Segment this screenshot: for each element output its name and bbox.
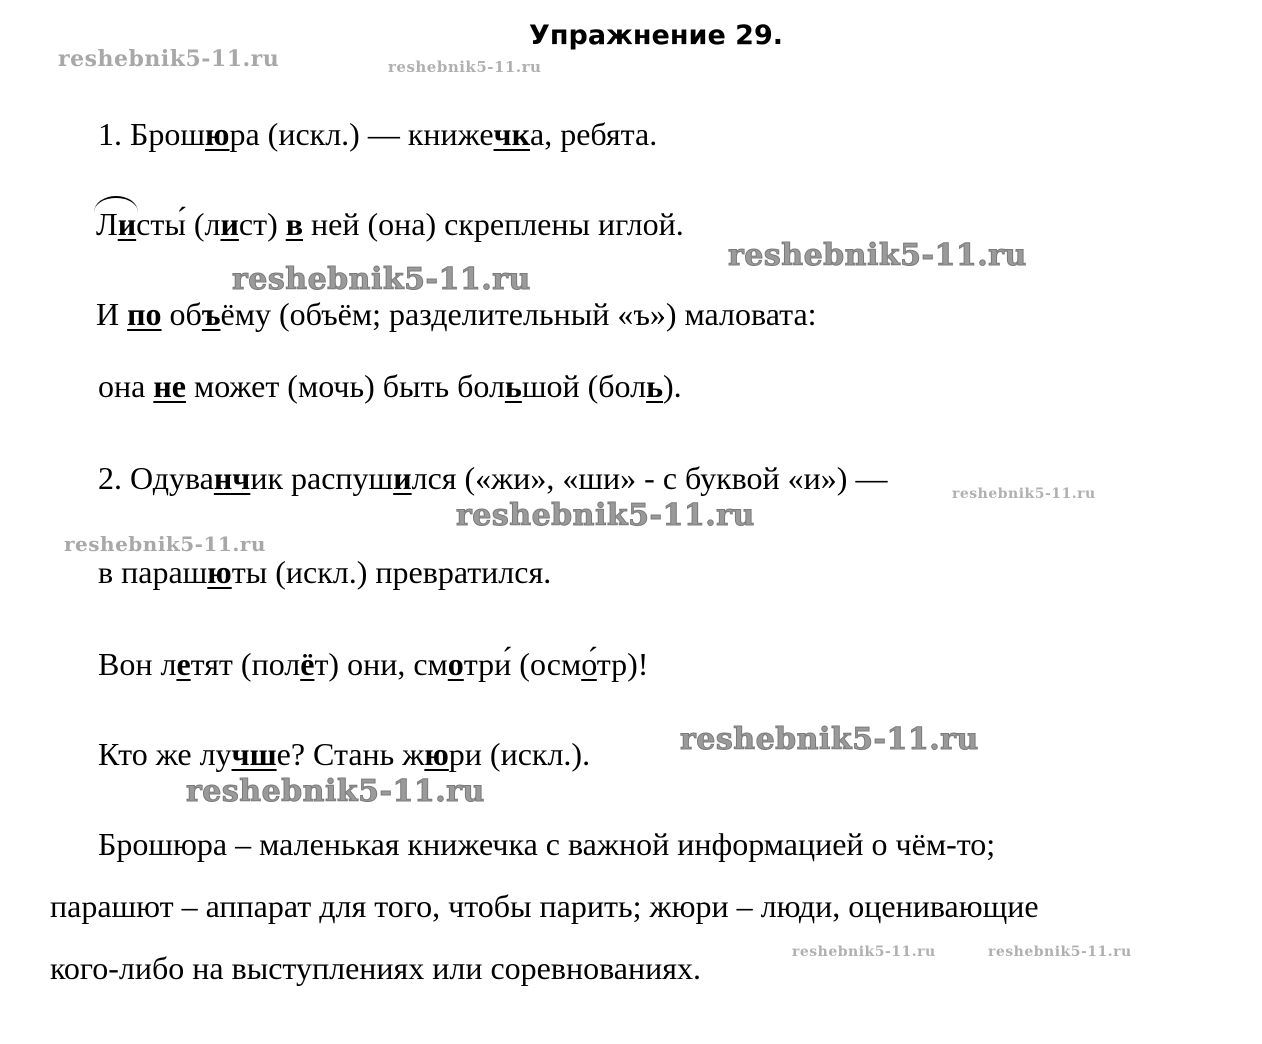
text: сты́ (л (136, 206, 221, 242)
exercise-line-7 (98, 644, 648, 684)
watermark: reshebnik5-11.ru (58, 46, 280, 72)
text: И (96, 296, 128, 332)
watermark: reshebnik5-11.ru (232, 262, 531, 297)
highlight-letter: ю (424, 736, 449, 772)
text: 1. Брош (98, 116, 206, 152)
text: тр)! (596, 646, 649, 682)
text: ты (искл.) превратился. (231, 554, 552, 590)
text: может (мочь) быть бол (185, 368, 505, 404)
text: 2. Одува (98, 460, 214, 496)
highlight-letter: ь (646, 368, 663, 404)
exercise-line-3 (96, 294, 817, 334)
text: Кто же лу (98, 736, 232, 772)
text: в параш (98, 554, 208, 590)
highlight-letter: ю (205, 116, 230, 152)
highlight-letter: ю (207, 554, 232, 590)
root-mark (96, 204, 136, 244)
highlight-letter: ь (504, 368, 522, 404)
watermark: reshebnik5-11.ru (680, 722, 979, 757)
text: е? Стань ж (276, 736, 425, 772)
highlight-letter: е (176, 646, 191, 682)
text: три́ (осм (463, 646, 582, 682)
watermark: reshebnik5-11.ru (988, 944, 1132, 960)
exercise-line-4 (98, 366, 682, 406)
text: она (98, 368, 154, 404)
definition-line-3: кого-либо на выступлениях или соревнованиях. (50, 950, 701, 986)
exercise-line-1 (98, 114, 657, 154)
text: ней (она) скреплены иглой. (303, 206, 684, 242)
watermark: reshebnik5-11.ru (728, 238, 1027, 273)
highlight-letter: по (127, 296, 162, 332)
exercise-title: Упражнение 29. (529, 20, 783, 51)
exercise-line-2 (96, 204, 684, 244)
watermark: reshebnik5-11.ru (456, 498, 755, 533)
watermark: reshebnik5-11.ru (64, 532, 266, 556)
watermark: reshebnik5-11.ru (792, 944, 936, 960)
highlight-letter: чш (231, 736, 277, 772)
definition-line-2: парашют – аппарат для того, чтобы парить; жюри – люди, оценивающие (50, 888, 1039, 924)
exercise-line-6 (98, 552, 551, 592)
text: шой (бол (521, 368, 647, 404)
watermark: reshebnik5-11.ru (186, 774, 485, 809)
highlight-letter: и (117, 206, 137, 242)
highlight-letter: и (220, 206, 239, 242)
text: ст) (238, 206, 286, 242)
highlight-letter: ъ (201, 296, 221, 332)
highlight-letter: и (393, 460, 412, 496)
text: Л (96, 206, 118, 242)
definition-line-1: Брошюра – маленькая книжечка с важной информацией о чём-то; (98, 826, 996, 862)
exercise-line-8 (98, 734, 590, 774)
highlight-letter: о (447, 646, 464, 682)
highlight-letter: в (285, 206, 304, 242)
text: ик распуш (250, 460, 394, 496)
text: а, ребята. (530, 116, 658, 152)
text: об (161, 296, 202, 332)
highlight-letter: нч (213, 460, 251, 496)
highlight-letter: о́ (581, 646, 597, 682)
watermark: reshebnik5-11.ru (388, 58, 542, 76)
text: ёму (объём; разделительный «ъ») маловата: (220, 296, 817, 332)
watermark: reshebnik5-11.ru (952, 486, 1096, 502)
highlight-letter: ё (300, 646, 315, 682)
highlight-letter: не (153, 368, 186, 404)
text: т) они, см (314, 646, 448, 682)
text: ра (искл.) — книже (229, 116, 494, 152)
highlight-letter: чк (493, 116, 530, 152)
text: лся («жи», «ши» - с буквой «и») — (411, 460, 888, 496)
exercise-line-5 (98, 458, 887, 498)
text: Вон л (98, 646, 177, 682)
text: ри (искл.). (448, 736, 591, 772)
text: ). (663, 368, 682, 404)
text: тят (пол (190, 646, 301, 682)
